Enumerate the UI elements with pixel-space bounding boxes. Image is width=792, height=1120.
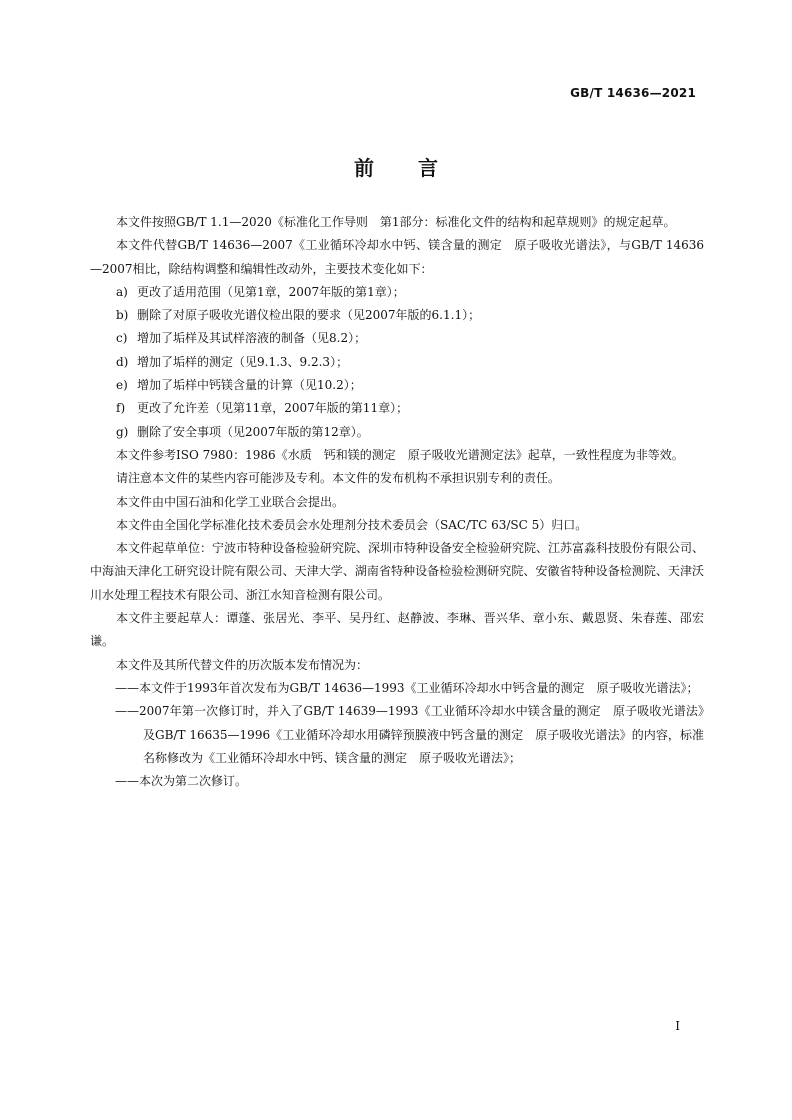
list-marker: a): [116, 284, 128, 299]
list-item-text: 删除了对原子吸收光谱仪检出限的要求（见2007年版的6.1.1）；: [137, 308, 481, 323]
list-item-text: 更改了适用范围（见第1章，2007年版的第1章）；: [137, 284, 405, 299]
paragraph-drafters: 本文件主要起草人：谭蓬、张居光、李平、吴丹红、赵静波、李琳、晋兴华、章小东、戴恩贤、朱春莲、邵宏谦。: [90, 611, 704, 649]
list-item: [90, 421, 704, 444]
paragraph-iso-reference: 本文件参考ISO 7980：1986《水质 钙和镁的测定 原子吸收光谱测定法》起草，一致性程度为非等效。: [116, 447, 684, 462]
foreword-body: [90, 211, 704, 793]
paragraph-history-intro: 本文件及其所代替文件的历次版本发布情况为：: [116, 657, 369, 672]
list-item-text: 增加了垢样中钙镁含量的计算（见10.2）；: [137, 378, 362, 393]
list-item-text: 更改了允许差（见第11章，2007年版的第11章）；: [137, 401, 409, 416]
page-title: 前言: [354, 156, 482, 180]
changes-list: [90, 281, 704, 444]
list-item: [90, 351, 704, 374]
history-list: [90, 677, 704, 793]
paragraph-drafting-rules: 本文件按照GB/T 1.1—2020《标准化工作导则 第1部分：标准化文件的结构和起草规则》的规定起草。: [116, 215, 676, 229]
paragraph-committee: 本文件由全国化学标准化技术委员会水处理剂分技术委员会（SAC/TC 63/SC 5）归口。: [116, 517, 588, 532]
list-item: [90, 374, 704, 397]
list-marker: g): [116, 424, 129, 439]
list-item-text: 删除了安全事项（见2007年版的第12章）。: [137, 424, 369, 439]
list-item: [90, 281, 704, 304]
list-marker: b): [116, 308, 129, 323]
list-marker: f): [116, 401, 126, 416]
list-marker: c): [116, 331, 128, 346]
paragraph-patent-notice: 请注意本文件的某些内容可能涉及专利。本文件的发布机构不承担识别专利的责任。: [116, 471, 561, 486]
page-number: I: [675, 1019, 680, 1033]
list-item: [90, 397, 704, 420]
history-item: ——2007年第一次修订时，并入了GB/T 14639—1993《工业循环冷却水中镁含量的测定 原子吸收光谱法》及GB/T 16635—1996《工业循环冷却水用磷锌预膜液中钙含量的测定 原子吸收光谱法》的内容，标准名称修改为《工业循环冷却水中钙、镁含量的测定 原子吸收光谱法》；: [115, 704, 704, 765]
list-item-text: 增加了垢样的测定（见9.1.3、9.2.3）；: [137, 354, 349, 369]
paragraph-replacement: 本文件代替GB/T 14636—2007《工业循环冷却水中钙、镁含量的测定 原子吸收光谱法》，与GB/T 14636—2007相比，除结构调整和编辑性改动外，主要技术变化如下：: [90, 238, 704, 276]
paragraph-drafting-units: 本文件起草单位：宁波市特种设备检验研究院、深圳市特种设备安全检验研究院、江苏富淼科技股份有限公司、中海油天津化工研究设计院有限公司、天津大学、湖南省特种设备检验检测研究院、安徽省特种设备检测院、天津沃川水处理工程技术有限公司、浙江水知音检测有限公司。: [90, 541, 705, 602]
list-item: [90, 304, 704, 327]
list-marker: e): [116, 378, 128, 393]
standard-code: GB/T 14636—2021: [570, 86, 696, 100]
list-item: [90, 327, 704, 350]
history-item: ——本次为第二次修订。: [115, 774, 248, 789]
history-item: ——本文件于1993年首次发布为GB/T 14636—1993《工业循环冷却水中钙含量的测定 原子吸收光谱法》；: [115, 680, 699, 695]
list-marker: d): [116, 354, 129, 369]
paragraph-proposer: 本文件由中国石油和化学工业联合会提出。: [116, 494, 345, 509]
list-item-text: 增加了垢样及其试样溶液的制备（见8.2）；: [137, 331, 367, 346]
